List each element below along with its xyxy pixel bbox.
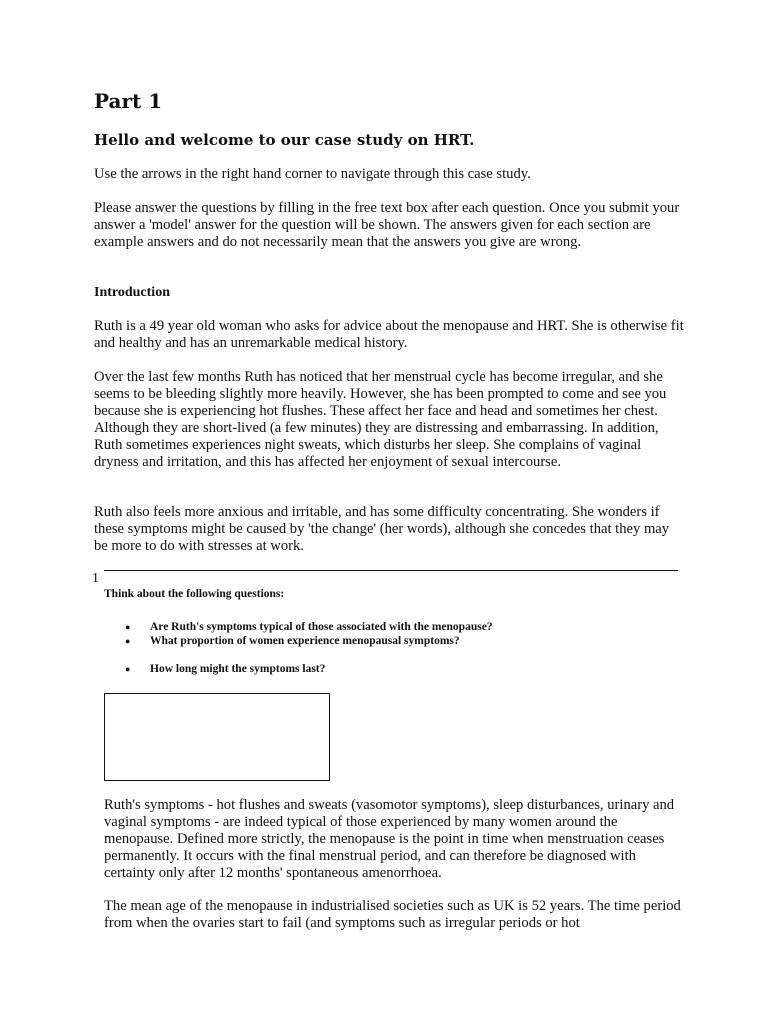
welcome-heading: Hello and welcome to our case study on HRT. bbox=[94, 131, 475, 149]
question-heading: Think about the following questions: bbox=[104, 588, 285, 600]
model-answer-paragraph-2: The mean age of the menopause in industrialised societies such as UK is 52 years. The time period from when the ovaries start to fail (and symptoms such as irregular periods or hot bbox=[104, 898, 681, 931]
question-number: 1 bbox=[92, 571, 99, 586]
introduction-heading: Introduction bbox=[94, 285, 170, 300]
question-bullet bbox=[125, 634, 460, 648]
question-text: How long might the symptoms last? bbox=[150, 663, 326, 675]
section-divider bbox=[104, 570, 678, 571]
answer-instruction: Please answer the questions by filling in the free text box after each question. Once you submit your answer a 'model' answer for the question will be shown. The answers given for each section are example answers and do not necessarily mean that the answers you give are wrong. bbox=[94, 200, 680, 250]
intro-paragraph-3: Ruth also feels more anxious and irritable, and has some difficulty concentrating. She wonders if these symptoms might be caused by 'the change' (her words), although she concedes that they may be more to do with stresses at work. bbox=[94, 504, 670, 554]
intro-paragraph-2: Over the last few months Ruth has noticed that her menstrual cycle has become irregular, and she seems to be bleeding slightly more heavily. However, she has been prompted to come and see you because she is experiencing hot flushes. These affect her face and head and sometimes her chest. Although they are short-lived (a few minutes) they are distressing and embarrassing. In addition, Ruth sometimes experiences night sweats, which disturbs her sleep. She complains of vaginal dryness and irritation, and this has affected her enjoyment of sexual intercourse. bbox=[94, 369, 667, 470]
question-text: Are Ruth's symptoms typical of those associated with the menopause? bbox=[150, 621, 493, 633]
bullet-icon: ● bbox=[125, 664, 131, 674]
bullet-icon: ● bbox=[125, 622, 131, 632]
question-text: What proportion of women experience menopausal symptoms? bbox=[150, 635, 460, 647]
model-answer-paragraph-1: Ruth's symptoms - hot flushes and sweats (vasomotor symptoms), sleep disturbances, urinary and vaginal symptoms - are indeed typical of those experienced by many women around the menopause. Defined more strictly, the menopause is the point in time when menstruation ceases permanently. It occurs with the final menstrual period, and can therefore be diagnosed with certainty only after 12 months' spontaneous amenorrhoea. bbox=[104, 797, 675, 881]
question-bullet bbox=[125, 620, 493, 634]
bullet-icon: ● bbox=[125, 636, 131, 646]
part-title: Part 1 bbox=[94, 89, 163, 113]
question-bullet bbox=[125, 662, 325, 676]
answer-text-box[interactable] bbox=[104, 693, 330, 781]
navigation-instruction: Use the arrows in the right hand corner to navigate through this case study. bbox=[94, 166, 531, 182]
intro-paragraph-1: Ruth is a 49 year old woman who asks for advice about the menopause and HRT. She is otherwise fit and healthy and has an unremarkable medical history. bbox=[94, 318, 684, 351]
